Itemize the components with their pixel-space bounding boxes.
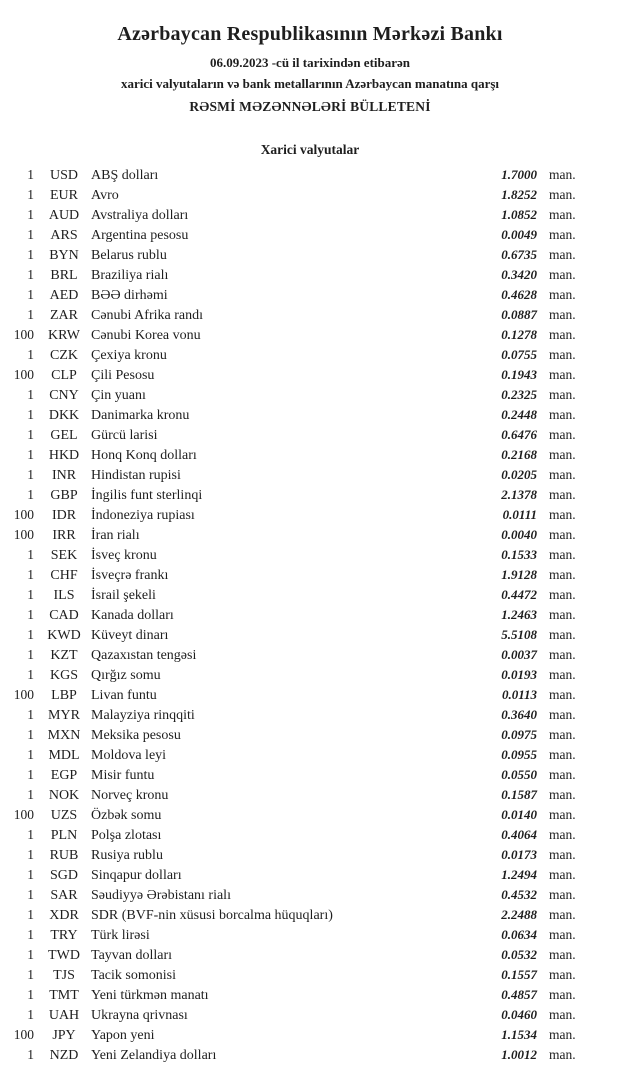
currency-quantity: 1 — [27, 947, 34, 962]
currency-name: Səudiyyə Ərəbistanı rialı — [91, 888, 231, 903]
currency-quantity: 1 — [27, 927, 34, 942]
currency-code: MYR — [48, 708, 80, 723]
currency-quantity: 1 — [27, 627, 34, 642]
currency-name: Tayvan dolları — [91, 948, 173, 963]
currency-row — [0, 585, 620, 605]
currency-quantity: 1 — [27, 467, 34, 482]
currency-name: Qırğız somu — [91, 668, 161, 683]
currency-row — [0, 805, 620, 825]
currency-row — [0, 685, 620, 705]
currency-rate: 0.4472 — [501, 587, 537, 602]
currency-rate: 0.0975 — [501, 727, 537, 742]
currency-row — [0, 265, 620, 285]
currency-name: Honq Konq dolları — [91, 448, 197, 463]
currency-quantity: 1 — [27, 667, 34, 682]
currency-name: Qazaxıstan tengəsi — [91, 648, 197, 663]
currency-unit-label: man. — [549, 547, 576, 562]
currency-rate: 0.1278 — [501, 327, 537, 342]
currency-unit-label: man. — [549, 487, 576, 502]
currency-name: Özbək somu — [91, 808, 162, 823]
currency-quantity: 1 — [27, 247, 34, 262]
currency-rate: 0.4064 — [501, 827, 537, 842]
currency-code: UAH — [48, 1008, 80, 1023]
currency-name: Hindistan rupisi — [91, 468, 181, 483]
currency-name: Livan funtu — [91, 688, 157, 703]
currency-unit-label: man. — [549, 447, 576, 462]
currency-row — [0, 345, 620, 365]
currency-row — [0, 865, 620, 885]
currency-code: MXN — [47, 728, 81, 743]
currency-rate: 0.6735 — [501, 247, 537, 262]
currency-row — [0, 925, 620, 945]
currency-code: LBP — [51, 688, 77, 703]
currency-code: CNY — [49, 388, 79, 403]
currency-unit-label: man. — [549, 887, 576, 902]
currency-row — [0, 725, 620, 745]
currency-code: XDR — [49, 908, 79, 923]
currency-rate: 0.0040 — [501, 527, 537, 542]
currency-unit-label: man. — [549, 507, 576, 522]
currency-row — [0, 765, 620, 785]
currency-rate: 1.0012 — [501, 1047, 537, 1062]
currency-name: Misir funtu — [91, 768, 155, 783]
currency-row — [0, 665, 620, 685]
currency-quantity: 1 — [27, 1047, 34, 1062]
currency-rate: 0.0755 — [501, 347, 537, 362]
currency-row — [0, 625, 620, 645]
currency-rate: 0.2168 — [501, 447, 537, 462]
currency-rate: 0.2325 — [501, 387, 537, 402]
currency-row — [0, 425, 620, 445]
currency-name: İsveçrə frankı — [91, 568, 169, 583]
currency-unit-label: man. — [549, 187, 576, 202]
currency-unit-label: man. — [549, 167, 576, 182]
currency-code: KRW — [48, 328, 80, 343]
currency-quantity: 1 — [27, 867, 34, 882]
currency-row — [0, 185, 620, 205]
currency-row — [0, 1025, 620, 1045]
currency-name: Çili Pesosu — [91, 368, 155, 383]
currency-rate: 0.0550 — [501, 767, 537, 782]
currency-name: Polşa zlotası — [91, 828, 162, 843]
currency-quantity: 1 — [27, 1007, 34, 1022]
currency-quantity: 1 — [27, 307, 34, 322]
currency-unit-label: man. — [549, 787, 576, 802]
currency-rate: 0.0460 — [501, 1007, 537, 1022]
currency-name: Yeni türkmən manatı — [91, 988, 209, 1003]
currency-name: Avstraliya dolları — [91, 208, 189, 223]
currency-unit-label: man. — [549, 367, 576, 382]
currency-code: UZS — [50, 808, 78, 823]
currency-quantity: 1 — [27, 767, 34, 782]
currency-unit-label: man. — [549, 287, 576, 302]
currency-quantity: 1 — [27, 967, 34, 982]
bulletin-title: RƏSMİ MƏZƏNNƏLƏRİ BÜLLETENİ — [189, 99, 431, 114]
currency-quantity: 1 — [27, 227, 34, 242]
currency-code: GBP — [50, 488, 78, 503]
currency-rate: 0.2448 — [501, 407, 537, 422]
currency-code: PLN — [50, 828, 78, 843]
currency-row — [0, 245, 620, 265]
currency-rate: 0.0049 — [501, 227, 537, 242]
currency-rate: 0.0037 — [501, 647, 537, 662]
currency-unit-label: man. — [549, 467, 576, 482]
currency-row — [0, 205, 620, 225]
currency-code: AUD — [48, 208, 80, 223]
currency-rate: 1.7000 — [501, 167, 537, 182]
currency-rate: 1.8252 — [501, 187, 537, 202]
currency-rate: 0.0193 — [501, 667, 537, 682]
currency-rate: 0.1587 — [501, 787, 537, 802]
currency-row — [0, 445, 620, 465]
currency-name: Gürcü larisi — [91, 428, 158, 443]
currency-quantity: 100 — [13, 327, 34, 342]
currency-unit-label: man. — [549, 347, 576, 362]
currency-name: İran rialı — [91, 528, 140, 543]
currency-quantity: 1 — [27, 887, 34, 902]
currency-rate: 0.0111 — [502, 507, 537, 522]
currency-code: KZT — [50, 648, 78, 663]
currency-name: Malayziya rinqqiti — [91, 708, 195, 723]
currency-row — [0, 785, 620, 805]
currency-row — [0, 705, 620, 725]
currency-name: Cənubi Korea vonu — [91, 328, 201, 343]
currency-row — [0, 365, 620, 385]
currency-code: IRR — [52, 528, 76, 543]
currency-rate: 1.2494 — [501, 867, 537, 882]
currency-row — [0, 405, 620, 425]
currency-rate: 2.2488 — [501, 907, 537, 922]
currency-quantity: 1 — [27, 827, 34, 842]
currency-quantity: 1 — [27, 207, 34, 222]
currency-code: CZK — [50, 348, 78, 363]
currency-code: CAD — [49, 608, 79, 623]
currency-row — [0, 825, 620, 845]
currency-code: JPY — [52, 1028, 76, 1043]
currency-row — [0, 465, 620, 485]
currency-row — [0, 565, 620, 585]
currency-rate: 0.0113 — [501, 687, 537, 702]
currency-unit-label: man. — [549, 387, 576, 402]
currency-quantity: 1 — [27, 787, 34, 802]
currency-unit-label: man. — [549, 867, 576, 882]
currency-name: Sinqapur dolları — [91, 868, 182, 883]
currency-quantity: 100 — [13, 527, 34, 542]
currency-unit-label: man. — [549, 427, 576, 442]
currency-row — [0, 165, 620, 185]
currency-name: Çexiya kronu — [91, 348, 167, 363]
currency-code: RUB — [49, 848, 79, 863]
currency-unit-label: man. — [549, 607, 576, 622]
currency-row — [0, 285, 620, 305]
currency-quantity: 1 — [27, 847, 34, 862]
currency-name: Norveç kronu — [91, 788, 169, 803]
currency-code: ARS — [50, 228, 78, 243]
currency-row — [0, 1005, 620, 1025]
currency-name: İsrail şekeli — [91, 588, 156, 603]
currency-unit-label: man. — [549, 727, 576, 742]
currency-quantity: 100 — [13, 1027, 34, 1042]
currency-code: MDL — [48, 748, 80, 763]
currency-code: SGD — [49, 868, 78, 883]
currency-unit-label: man. — [549, 527, 576, 542]
currency-unit-label: man. — [549, 307, 576, 322]
currency-row — [0, 985, 620, 1005]
currency-unit-label: man. — [549, 807, 576, 822]
section-title-foreign-currencies: Xarici valyutalar — [260, 142, 360, 157]
currency-quantity: 1 — [27, 567, 34, 582]
rates-table — [0, 165, 620, 1065]
currency-code: NOK — [48, 788, 80, 803]
currency-row — [0, 1045, 620, 1065]
bank-name-title: Azərbaycan Respublikasının Mərkəzi Bankı — [117, 23, 503, 45]
currency-unit-label: man. — [549, 747, 576, 762]
currency-row — [0, 965, 620, 985]
currency-code: HKD — [48, 448, 80, 463]
currency-rate: 5.5108 — [501, 627, 537, 642]
currency-code: TRY — [50, 928, 78, 943]
currency-row — [0, 945, 620, 965]
currency-rate: 1.2463 — [501, 607, 537, 622]
currency-quantity: 1 — [27, 907, 34, 922]
currency-name: Meksika pesosu — [91, 728, 181, 743]
currency-name: Moldova leyi — [91, 748, 167, 763]
currency-name: İngilis funt sterlinqi — [91, 488, 203, 503]
currency-quantity: 100 — [13, 367, 34, 382]
currency-rate: 1.9128 — [501, 567, 537, 582]
currency-code: TJS — [53, 968, 75, 983]
currency-unit-label: man. — [549, 1007, 576, 1022]
currency-quantity: 1 — [27, 987, 34, 1002]
currency-rate: 0.0887 — [501, 307, 537, 322]
currency-code: TMT — [49, 988, 79, 1003]
currency-row — [0, 845, 620, 865]
currency-unit-label: man. — [549, 627, 576, 642]
currency-code: KWD — [47, 628, 81, 643]
currency-row — [0, 905, 620, 925]
currency-rate: 0.1557 — [501, 967, 537, 982]
currency-unit-label: man. — [549, 267, 576, 282]
currency-rate: 0.0955 — [501, 747, 537, 762]
currency-unit-label: man. — [549, 947, 576, 962]
currency-quantity: 1 — [27, 427, 34, 442]
currency-unit-label: man. — [549, 967, 576, 982]
currency-code: BYN — [49, 248, 79, 263]
currency-quantity: 1 — [27, 487, 34, 502]
currency-rate: 0.4857 — [501, 987, 537, 1002]
currency-code: CHF — [50, 568, 78, 583]
currency-unit-label: man. — [549, 587, 576, 602]
currency-row — [0, 605, 620, 625]
currency-row — [0, 525, 620, 545]
currency-code: ZAR — [50, 308, 78, 323]
currency-code: SEK — [50, 548, 78, 563]
currency-rate: 0.4628 — [501, 287, 537, 302]
currency-unit-label: man. — [549, 1047, 576, 1062]
currency-quantity: 1 — [27, 587, 34, 602]
currency-unit-label: man. — [549, 827, 576, 842]
currency-rate: 0.1943 — [501, 367, 537, 382]
currency-code: BRL — [50, 268, 78, 283]
currency-rate: 0.0173 — [501, 847, 537, 862]
currency-code: ILS — [53, 588, 75, 603]
currency-name: SDR (BVF-nin xüsusi borcalma hüquqları) — [91, 908, 333, 923]
currency-row — [0, 325, 620, 345]
currency-unit-label: man. — [549, 707, 576, 722]
currency-name: Türk lirəsi — [91, 928, 150, 943]
currency-rate: 1.1534 — [501, 1027, 537, 1042]
currency-code: TWD — [48, 948, 80, 963]
currency-code: USD — [49, 168, 78, 183]
currency-name: Danimarka kronu — [91, 408, 190, 423]
currency-rate: 0.3640 — [501, 707, 537, 722]
currency-rate: 0.3420 — [501, 267, 537, 282]
currency-name: İsveç kronu — [91, 548, 157, 563]
currency-quantity: 1 — [27, 727, 34, 742]
currency-code: EUR — [50, 188, 78, 203]
currency-unit-label: man. — [549, 907, 576, 922]
currency-name: Braziliya rialı — [91, 268, 169, 283]
currency-quantity: 1 — [27, 547, 34, 562]
currency-unit-label: man. — [549, 567, 576, 582]
currency-rate: 0.6476 — [501, 427, 537, 442]
currency-quantity: 1 — [27, 447, 34, 462]
currency-name: İndoneziya rupiası — [91, 508, 195, 523]
currency-quantity: 1 — [27, 167, 34, 182]
currency-name: Küveyt dinarı — [91, 628, 169, 643]
currency-row — [0, 745, 620, 765]
currency-unit-label: man. — [549, 767, 576, 782]
currency-quantity: 1 — [27, 747, 34, 762]
currency-row — [0, 305, 620, 325]
currency-name: ABŞ dolları — [91, 168, 159, 183]
currency-quantity: 100 — [13, 687, 34, 702]
currency-rate: 0.0205 — [501, 467, 537, 482]
currency-name: Çin yuanı — [91, 388, 146, 403]
currency-quantity: 1 — [27, 287, 34, 302]
currency-quantity: 1 — [27, 387, 34, 402]
currency-name: Ukrayna qrivnası — [91, 1008, 188, 1023]
currency-quantity: 1 — [27, 707, 34, 722]
currency-row — [0, 645, 620, 665]
currency-quantity: 1 — [27, 187, 34, 202]
currency-row — [0, 505, 620, 525]
currency-code: CLP — [51, 368, 77, 383]
currency-rate: 0.1533 — [501, 547, 537, 562]
currency-unit-label: man. — [549, 227, 576, 242]
currency-unit-label: man. — [549, 667, 576, 682]
currency-code: AED — [49, 288, 79, 303]
currency-unit-label: man. — [549, 687, 576, 702]
currency-row — [0, 385, 620, 405]
currency-name: Belarus rublu — [91, 248, 167, 263]
currency-quantity: 1 — [27, 647, 34, 662]
currency-name: Kanada dolları — [91, 608, 174, 623]
currency-rate: 0.4532 — [501, 887, 537, 902]
currency-rate: 0.0140 — [501, 807, 537, 822]
currency-name: Tacik somonisi — [91, 968, 176, 983]
currency-quantity: 100 — [13, 807, 34, 822]
currency-unit-label: man. — [549, 247, 576, 262]
currency-quantity: 1 — [27, 347, 34, 362]
currency-unit-label: man. — [549, 327, 576, 342]
currency-code: NZD — [49, 1048, 79, 1063]
currency-code: EGP — [50, 768, 78, 783]
currency-rate: 0.0532 — [501, 947, 537, 962]
currency-row — [0, 885, 620, 905]
currency-name: Cənubi Afrika randı — [91, 308, 203, 323]
currency-code: DKK — [48, 408, 80, 423]
currency-unit-label: man. — [549, 987, 576, 1002]
currency-name: Yeni Zelandiya dolları — [91, 1048, 217, 1063]
currency-code: SAR — [50, 888, 78, 903]
currency-unit-label: man. — [549, 207, 576, 222]
currency-unit-label: man. — [549, 847, 576, 862]
currency-name: Rusiya rublu — [91, 848, 163, 863]
currency-code: IDR — [51, 508, 77, 523]
currency-unit-label: man. — [549, 647, 576, 662]
currency-name: Argentina pesosu — [91, 228, 189, 243]
currency-row — [0, 485, 620, 505]
subject-line: xarici valyutaların və bank metallarının Azərbaycan manatına qarşı — [120, 76, 500, 91]
currency-row — [0, 225, 620, 245]
currency-quantity: 1 — [27, 267, 34, 282]
currency-unit-label: man. — [549, 1027, 576, 1042]
currency-quantity: 1 — [27, 607, 34, 622]
currency-rate: 0.0634 — [501, 927, 537, 942]
currency-unit-label: man. — [549, 927, 576, 942]
currency-quantity: 1 — [27, 407, 34, 422]
currency-name: BƏƏ dirhəmi — [91, 288, 168, 303]
currency-unit-label: man. — [549, 407, 576, 422]
currency-name: Avro — [91, 188, 119, 203]
currency-row — [0, 545, 620, 565]
currency-rate: 2.1378 — [501, 487, 537, 502]
currency-quantity: 100 — [13, 507, 34, 522]
currency-rate: 1.0852 — [501, 207, 537, 222]
currency-code: KGS — [49, 668, 78, 683]
currency-code: GEL — [50, 428, 78, 443]
currency-name: Yapon yeni — [91, 1028, 155, 1043]
currency-code: INR — [51, 468, 77, 483]
effective-date-line: 06.09.2023 -cü il tarixindən etibarən — [209, 55, 411, 70]
